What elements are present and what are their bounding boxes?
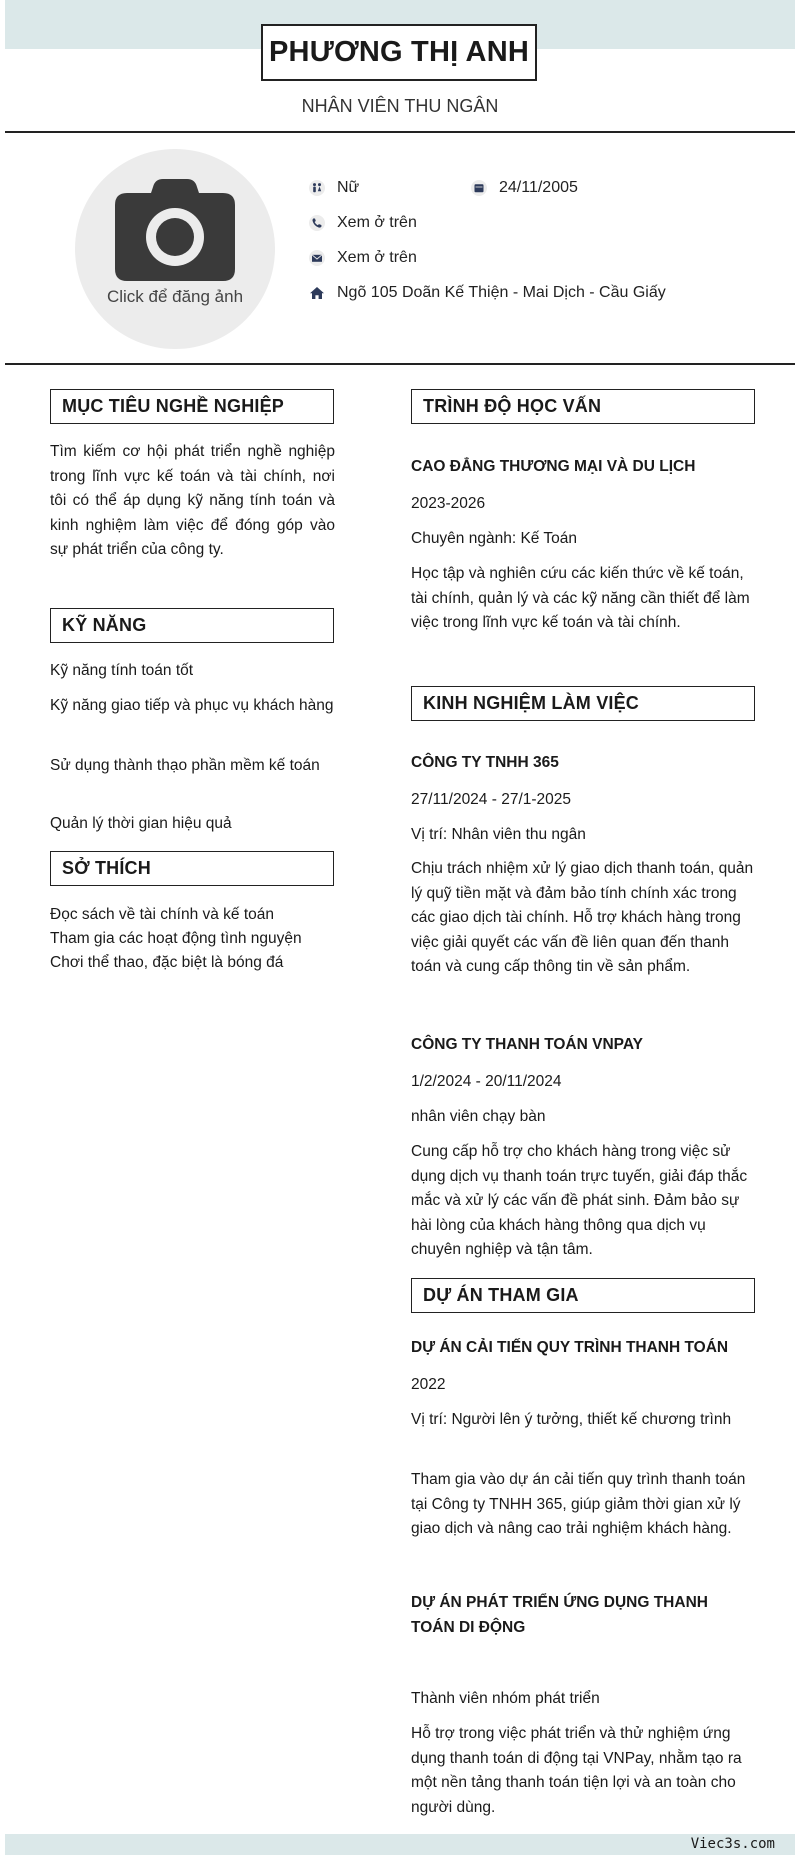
email-row — [309, 249, 417, 267]
job-title: NHÂN VIÊN THU NGÂN — [301, 96, 499, 116]
education-major: Chuyên ngành: Kế Toán — [411, 530, 578, 547]
header-divider — [5, 131, 795, 133]
education-description: Học tập và nghiên cứu các kiến thức về kế toán, tài chính, quản lý và các kỹ năng cần thiết để làm việc trong lĩnh vực kế toán và tài chính. — [411, 565, 750, 631]
project-description: Tham gia vào dự án cải tiến quy trình thanh toán tại Công ty TNHH 365, giúp giảm thời gian xử lý giao dịch và nâng cao trải nghiệm khách hàng. — [411, 1471, 746, 1537]
avatar-label: Click để đăng ảnh — [106, 287, 244, 306]
birthday-value: 24/11/2005 — [499, 179, 578, 196]
skill-item: Kỹ năng tính toán tốt — [50, 662, 194, 679]
watermark: Viec3s.com — [690, 1836, 775, 1852]
home-icon — [309, 285, 325, 301]
skill-item: Kỹ năng giao tiếp và phục vụ khách hàng — [50, 697, 334, 714]
project-role: Thành viên nhóm phát triển — [411, 1690, 600, 1707]
job-company: CÔNG TY TNHH 365 — [411, 754, 559, 771]
birthday-row — [471, 179, 578, 197]
education-period: 2023-2026 — [411, 495, 486, 512]
job-position: nhân viên chạy bàn — [411, 1108, 546, 1125]
address-value: Ngõ 105 Doãn Kế Thiện - Mai Dịch - Cầu Giấy — [337, 284, 666, 301]
education-heading: TRÌNH ĐỘ HỌC VẤN — [411, 389, 755, 424]
info-divider — [5, 363, 795, 365]
address-row — [309, 284, 666, 302]
gender-row — [309, 179, 359, 197]
project-description: Hỗ trợ trong việc phát triển và thử nghiệm ứng dụng thanh toán di động tại VNPay, nhằm tạo ra một nền tảng thanh toán tiện lợi và an toàn cho người dùng. — [411, 1725, 742, 1816]
skill-item: Quản lý thời gian hiệu quả — [50, 815, 232, 832]
job-company: CÔNG TY THANH TOÁN VNPAY — [411, 1036, 643, 1053]
hobby-item: Chơi thể thao, đặc biệt là bóng đá — [50, 954, 284, 971]
experience-heading: KINH NGHIỆM LÀM VIỆC — [411, 686, 755, 721]
project-role: Vị trí: Người lên ý tưởng, thiết kế chương trình — [411, 1411, 732, 1428]
career-objective-text: Tìm kiếm cơ hội phát triển nghề nghiệp trong lĩnh vực kế toán và tài chính, nơi tôi có thể áp dụng kỹ năng tính toán và kinh nghiệm làm việc để đóng góp vào sự phát triển của công ty. — [50, 443, 335, 558]
phone-icon — [309, 215, 325, 231]
cv-page — [5, 0, 795, 1855]
phone-value: Xem ở trên — [337, 214, 417, 231]
job-position: Vị trí: Nhân viên thu ngân — [411, 826, 586, 843]
footer-band — [5, 1834, 795, 1855]
camera-icon — [115, 177, 235, 281]
candidate-name: PHƯƠNG THỊ ANH — [261, 24, 537, 81]
job-period: 1/2/2024 - 20/11/2024 — [411, 1073, 562, 1090]
job-description: Cung cấp hỗ trợ cho khách hàng trong việc sử dụng dịch vụ thanh toán trực tuyến, giải đáp thắc mắc và xử lý các vấn đề phát sinh. Đảm bảo sự hài lòng của khách hàng thông qua dịch vụ chuyên nghiệp và tận tâm. — [411, 1143, 748, 1258]
job-description: Chịu trách nhiệm xử lý giao dịch thanh toán, quản lý quỹ tiền mặt và đảm bảo tính chính xác trong các giao dịch tài chính. Hỗ trợ khách hàng trong việc giải quyết các vấn đề liên quan đến thanh toán và cung cấp thông tin về sản phẩm. — [411, 860, 754, 975]
job-period: 27/11/2024 - 27/1-2025 — [411, 791, 572, 808]
project-period: 2022 — [411, 1376, 446, 1393]
career-objective-heading: MỤC TIÊU NGHỀ NGHIỆP — [50, 389, 334, 424]
gender-value: Nữ — [337, 179, 360, 196]
avatar-upload[interactable] — [75, 149, 275, 349]
email-value: Xem ở trên — [337, 249, 417, 266]
gender-icon — [309, 180, 325, 196]
phone-row — [309, 214, 417, 232]
education-school: CAO ĐẲNG THƯƠNG MẠI VÀ DU LỊCH — [411, 458, 696, 475]
hobby-item: Tham gia các hoạt động tình nguyện — [50, 930, 302, 947]
skills-heading: KỸ NĂNG — [50, 608, 334, 643]
hobby-item: Đọc sách về tài chính và kế toán — [50, 906, 275, 923]
calendar-icon — [471, 180, 487, 196]
hobbies-heading: SỞ THÍCH — [50, 851, 334, 886]
projects-heading: DỰ ÁN THAM GIA — [411, 1278, 755, 1313]
project-name: DỰ ÁN CẢI TIẾN QUY TRÌNH THANH TOÁN — [411, 1339, 729, 1356]
email-icon — [309, 250, 325, 266]
skill-item: Sử dụng thành thạo phần mềm kế toán — [50, 757, 320, 774]
project-name: DỰ ÁN PHÁT TRIỂN ỨNG DỤNG THANH TOÁN DI ĐỘNG — [411, 1594, 708, 1636]
